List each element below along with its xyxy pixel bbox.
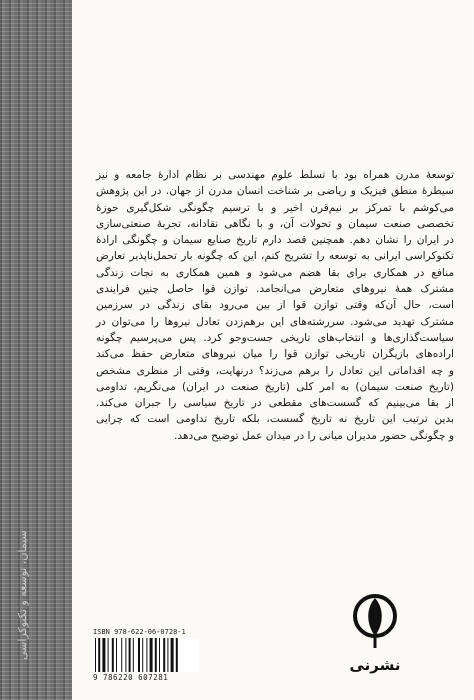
blurb-line: در ایران را نشان دهم. همچنین قصد دارم تاریخ صنایع سیمان و چگونگی ارادهٔ xyxy=(96,234,454,247)
blurb-line: می‌کوشم با تمرکز بر نیم‌قرن اخیر و با ترسیم چگونگی شکل‌گیری حوزهٔ xyxy=(96,201,454,214)
publisher-name: نشرنی xyxy=(349,656,401,674)
publisher-logo-icon xyxy=(353,594,397,656)
barcode-number: 9 786220 607281 xyxy=(93,673,169,682)
spine-title: سیمان، توسعه و تکنوکراسی xyxy=(16,530,29,660)
barcode xyxy=(93,638,199,672)
blurb-line: و چگونگی حضور مدیران میانی را در میدان عمل توضیح می‌دهد. xyxy=(174,429,454,442)
blurb-line: توسعهٔ مدرن همراه بود با تسلط علوم مهندسی بر نظام ادارهٔ جامعه و نیز xyxy=(96,169,454,181)
blurb-line: (تاریخ صنعت سیمان) به امر کلی (تاریخ صنعت در ایران) می‌نگریم، تداومی xyxy=(96,380,454,393)
blurb-line: مشترک تهدید می‌شود. سررشته‌های این برهم‌زدن تعادل نیروها را می‌توان در xyxy=(96,315,454,328)
isbn-label: ISBN 978-622-06-0728-1 xyxy=(93,628,186,636)
blurb-line: منافع در همکاری برای بقا هضم می‌شود و همین همکاری به نجات زندگی xyxy=(96,266,454,279)
back-cover-blurb xyxy=(96,167,454,444)
blurb-line: سیطرهٔ منطق فیزیک و ریاضی بر شناخت انسان مدرن از جهان. در این پژوهش xyxy=(96,185,454,198)
blurb-line: از بقا می‌بینیم که گسست‌های مقطعی در تاریخ سیاسی را جبران می‌کند. xyxy=(96,397,454,410)
spine-pattern xyxy=(0,0,72,700)
blurb-line: تخصصی صنعت سیمان و تحولات آن، و با نگاهی نقادانه، تجربهٔ صنعتی‌سازی xyxy=(96,217,454,230)
blurb-line: بدین ترتیب این تاریخ نه تاریخ گسست، بلکه تاریخ تداومی است که چرایی xyxy=(96,413,454,426)
blurb-line: مشترک همهٔ نیروهای متعارض می‌انجامد. توازن قوا حاصل چنین فرایندی xyxy=(96,283,454,296)
blurb-line: اراده‌های بازیگران تاریخی توازن قوا را میان نیروهای متعارض حفظ می‌کند xyxy=(96,348,454,361)
blurb-line: تکنوکراسی ایرانی به توسعه را تشریح کنم، این که چگونه بار تحمل‌ناپذیر تعارض xyxy=(96,250,454,263)
blurb-line: سیاست‌گذاری‌ها و انتخاب‌های تاریخی جست‌وجو کرد. پس می‌پرسیم چگونه xyxy=(96,331,454,344)
blurb-line: است، حال آن‌که وقتی توازن قوا از بین می‌رود بقای زندگی در سرزمین xyxy=(96,299,454,312)
blurb-line: و چه اقداماتی این تعادل را برهم می‌زند؟ درنهایت، وقتی از منظری مشخص xyxy=(96,364,454,377)
